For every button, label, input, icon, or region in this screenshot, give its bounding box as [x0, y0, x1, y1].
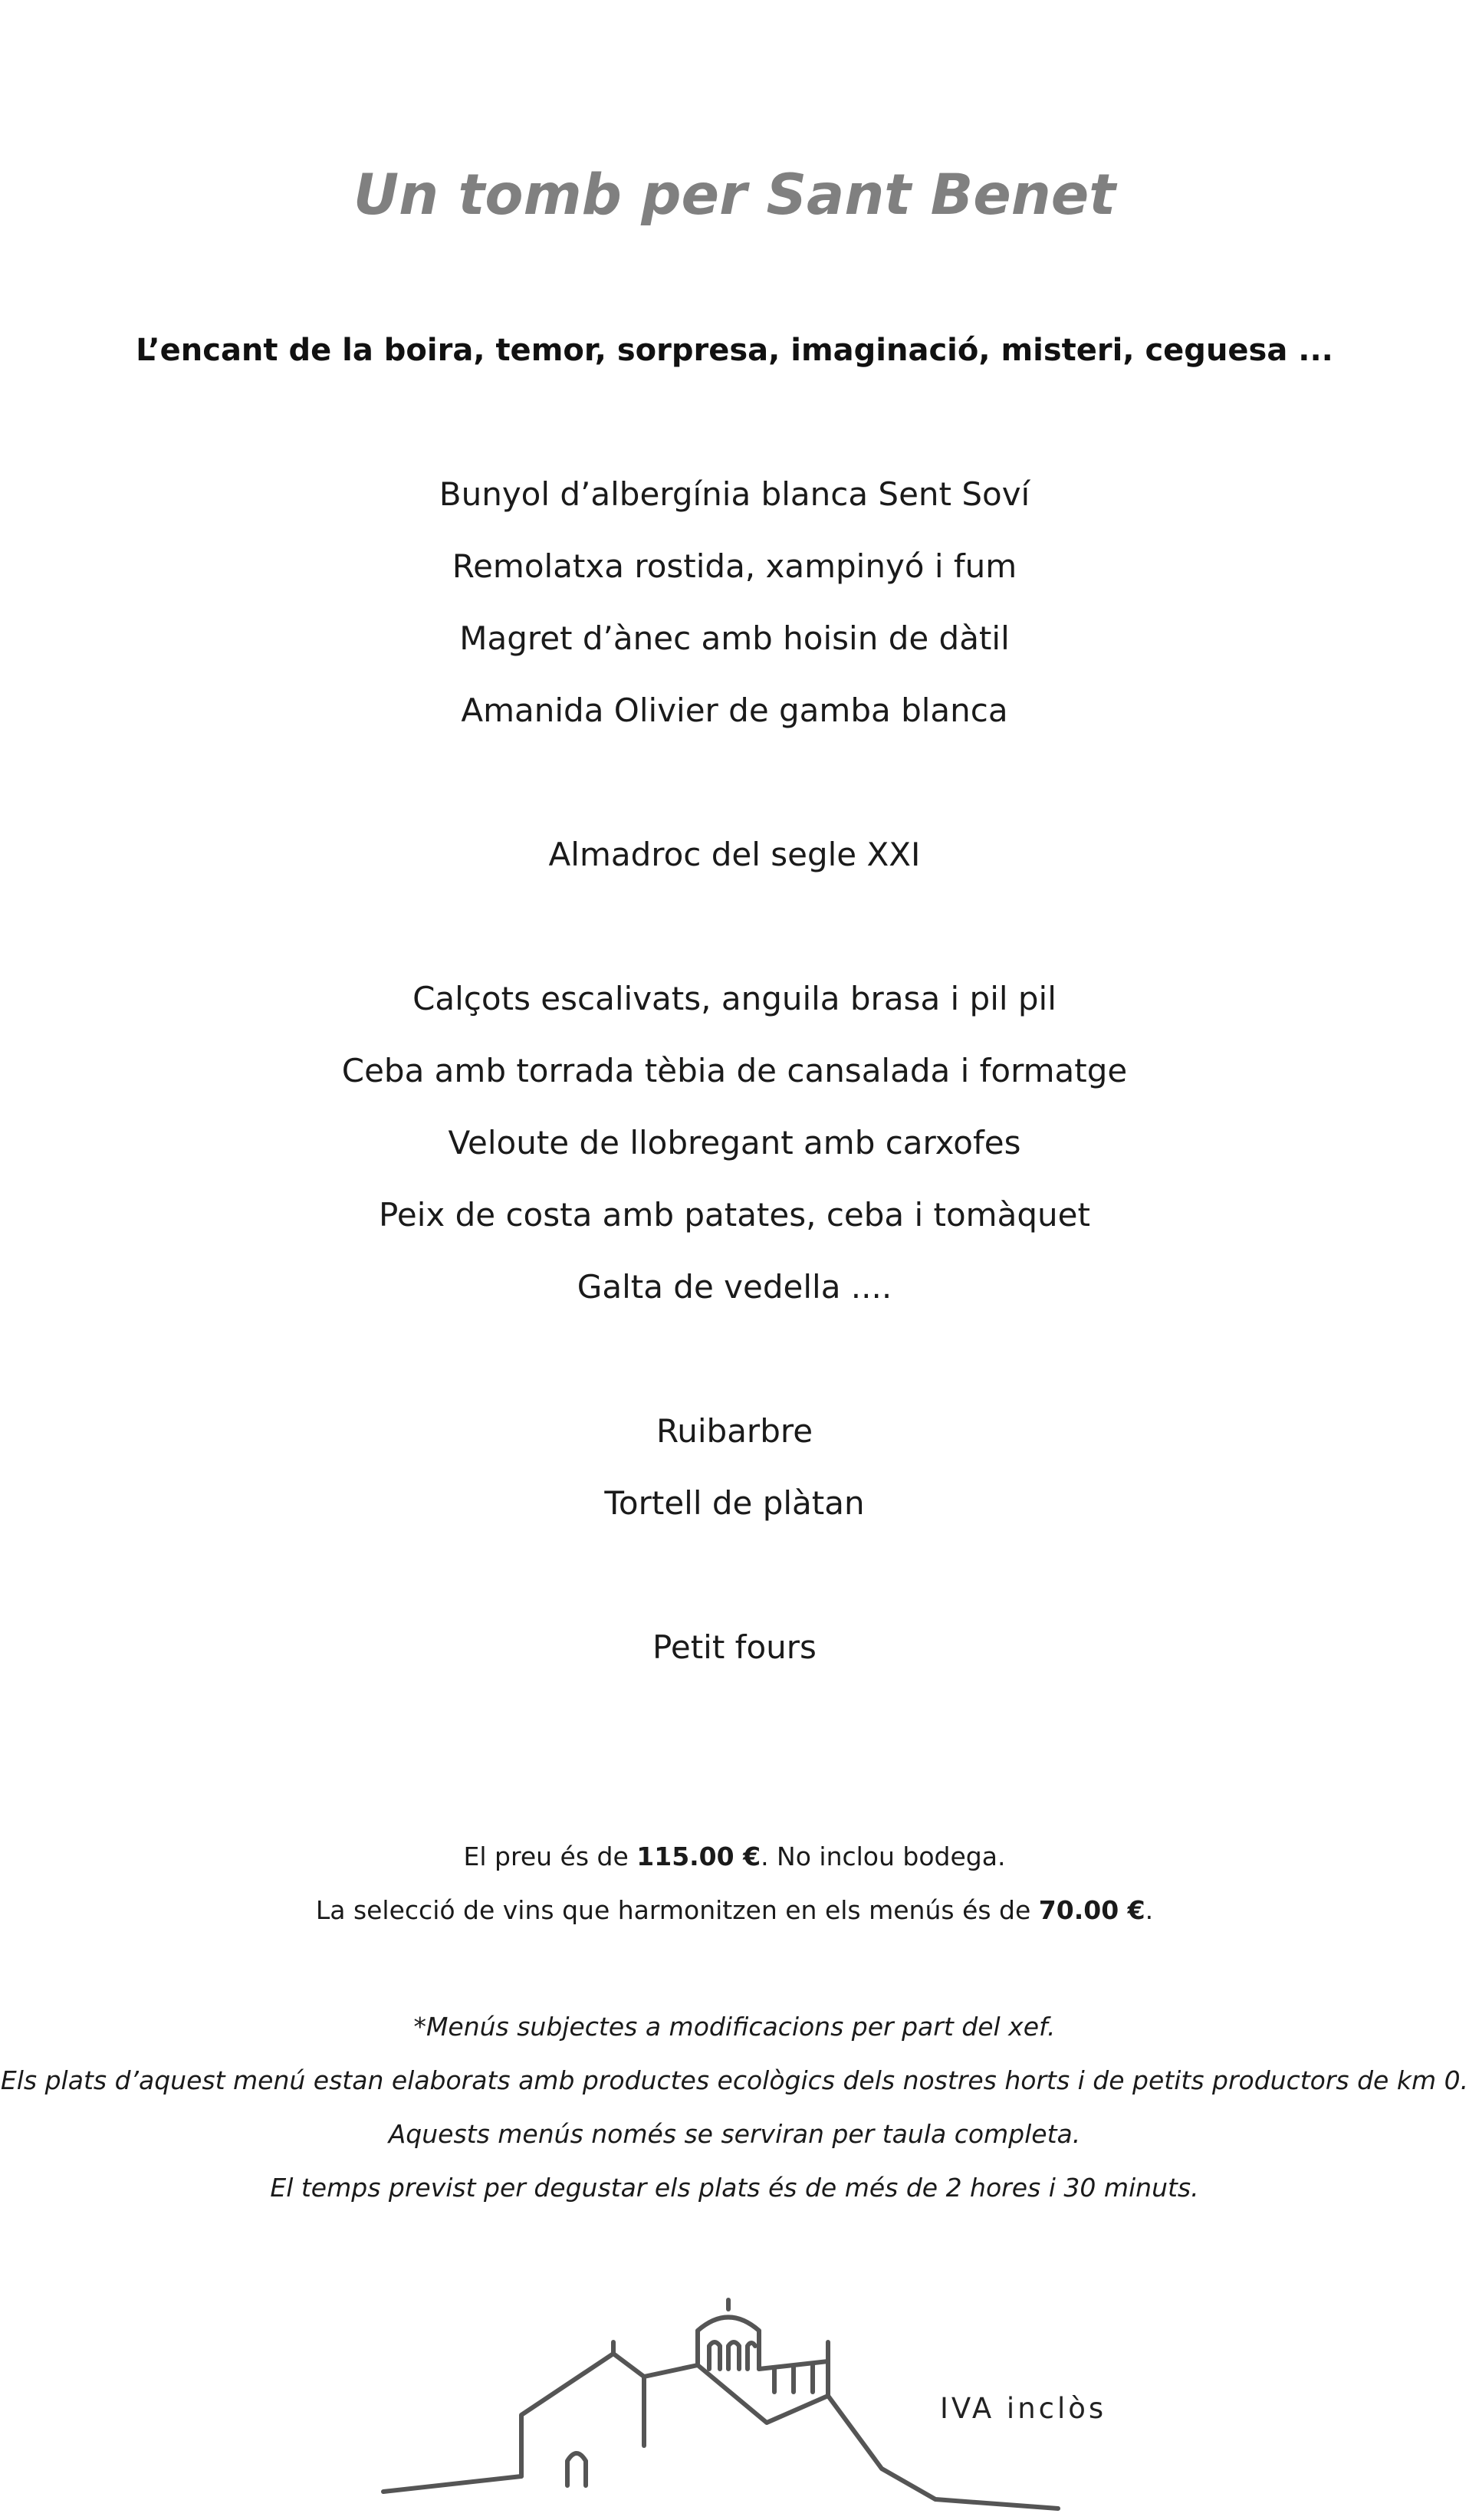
menu-tagline: L’encant de la boira, temor, sorpresa, imaginació, misteri, ceguesa ... — [136, 333, 1333, 368]
menu-price-line — [0, 1842, 1469, 1871]
dish-item: Ceba amb torrada tèbia de cansalada i formatge — [341, 1052, 1128, 1089]
dish-item: Magret d’ànec amb hoisin de dàtil — [459, 619, 1010, 657]
dish-item: Ruibarbre — [656, 1412, 813, 1450]
dish-item: Tortell de plàtan — [604, 1484, 865, 1522]
note-line: Els plats d’aquest menú estan elaborats amb productes ecològics dels nostres horts i de petits productors de km 0. — [0, 2065, 1469, 2095]
wine-price-suffix: . — [1145, 1895, 1154, 1925]
note-line: Aquests menús només se serviran per taula completa. — [388, 2119, 1081, 2149]
tax-included-note: IVA inclòs — [940, 2392, 1107, 2425]
dish-item: Veloute de llobregant amb carxofes — [448, 1124, 1021, 1161]
menu-price-prefix: El preu és de — [463, 1842, 637, 1871]
dish-item: Bunyol d’albergínia blanca Sent Soví — [439, 475, 1030, 513]
note-line: El temps previst per degustar els plats és de més de 2 hores i 30 minuts. — [270, 2173, 1199, 2203]
dish-item: Amanida Olivier de gamba blanca — [461, 692, 1008, 729]
menu-price-suffix: . No inclou bodega. — [761, 1842, 1006, 1871]
dish-item: Galta de vedella .... — [577, 1268, 892, 1306]
dish-item: Peix de costa amb patates, ceba i tomàquet — [379, 1196, 1090, 1234]
dish-item: Remolatxa rostida, xampinyó i fum — [452, 547, 1017, 585]
wine-price-prefix: La selecció de vins que harmonitzen en els menús és de — [315, 1895, 1039, 1925]
dish-item: Calçots escalivats, anguila brasa i pil pil — [412, 980, 1057, 1017]
wine-price-value: 70.00 € — [1038, 1895, 1145, 1925]
menu-title: Un tomb per Sant Benet — [353, 163, 1116, 228]
dish-item: Petit fours — [652, 1628, 817, 1666]
wine-price-line — [0, 1895, 1469, 1925]
note-line: *Menús subjectes a modificacions per part del xef. — [413, 2012, 1056, 2042]
dish-item: Almadroc del segle XXI — [548, 836, 921, 873]
menu-price-value: 115.00 € — [636, 1842, 761, 1871]
